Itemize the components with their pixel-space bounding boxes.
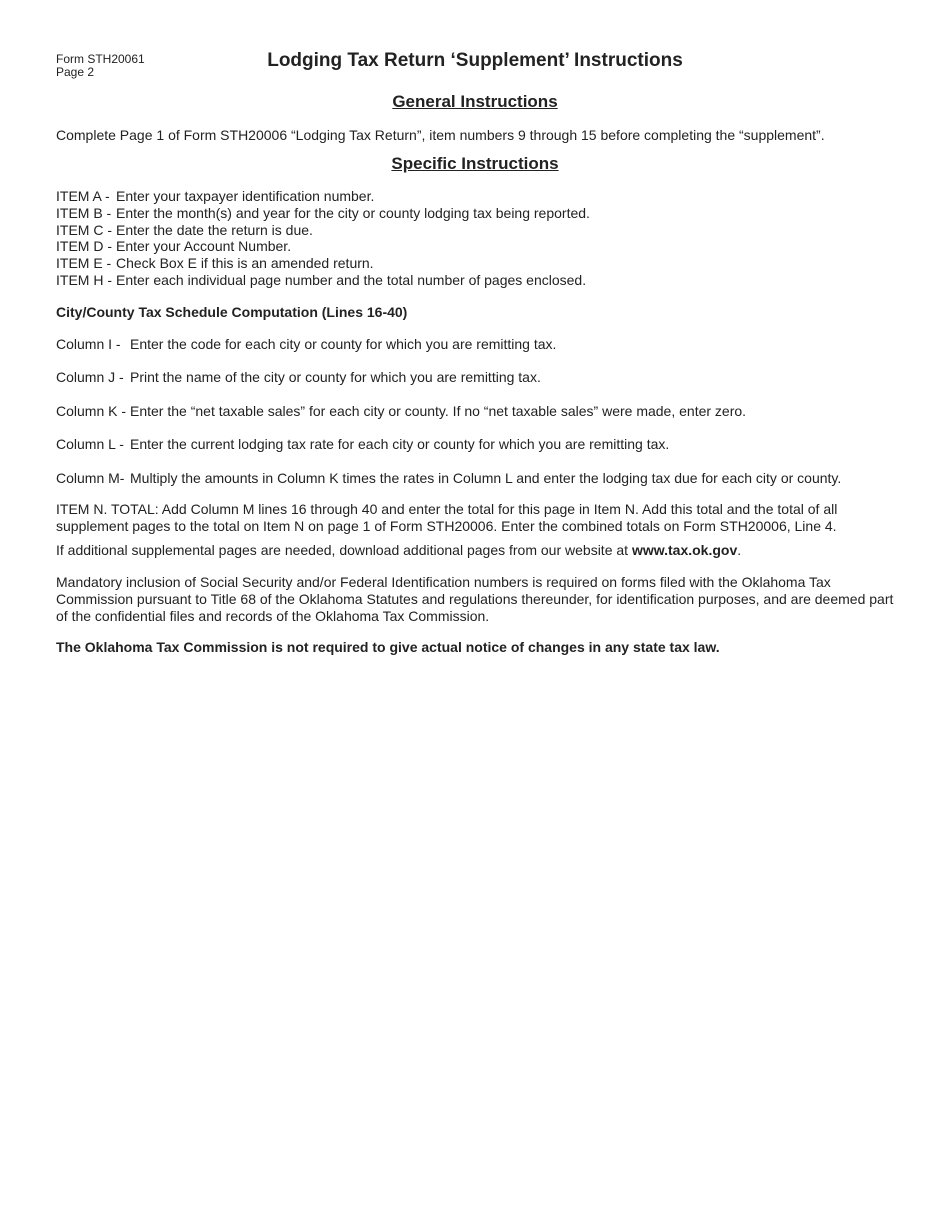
list-item xyxy=(56,255,590,272)
additional-pages-end: . xyxy=(737,542,742,558)
general-instructions-text: Complete Page 1 of Form STH20006 “Lodging Tax Return”, item numbers 9 through 15 before completing the “supplement”. xyxy=(56,127,825,143)
page-title: Lodging Tax Return ‘Supplement’ Instructions xyxy=(267,50,683,71)
item-text: Enter the date the return is due. xyxy=(116,221,313,238)
column-label: Column K - xyxy=(56,403,127,419)
item-text: Enter your taxpayer identification number. xyxy=(116,188,375,204)
item-label: ITEM C - xyxy=(56,221,112,238)
column-instruction xyxy=(56,470,841,487)
item-label: ITEM H - xyxy=(56,271,112,288)
item-text: Enter your Account Number. xyxy=(116,238,292,255)
column-instruction xyxy=(56,369,541,386)
column-text: Enter the current lodging tax rate for each city or county for which you are remitting tax. xyxy=(130,436,670,452)
item-text: Enter each individual page number and the total number of pages enclosed. xyxy=(116,271,587,288)
item-text: Enter the month(s) and year for the city or county lodging tax being reported. xyxy=(116,204,590,221)
item-text: Check Box E if this is an amended return. xyxy=(116,255,374,272)
item-list xyxy=(56,188,590,289)
column-label: Column I - xyxy=(56,336,121,352)
page-number: Page 2 xyxy=(56,65,95,79)
list-item xyxy=(56,222,590,239)
column-text: Multiply the amounts in Column K times the rates in Column L and enter the lodging tax due for each city or county. xyxy=(130,470,842,486)
list-item xyxy=(56,238,590,255)
column-instruction xyxy=(56,436,669,453)
additional-pages-text: If additional supplemental pages are needed, download additional pages from our website at xyxy=(56,542,632,558)
item-n-instructions: ITEM N. TOTAL: Add Column M lines 16 through 40 and enter the total for this page in Item N. Add this total and the total of all supplement pages to the total on Item N on page 1 of Form STH20006. Enter the combined totals on Form STH20006, Line 4. xyxy=(56,501,838,534)
column-text: Enter the code for each city or county for which you are remitting tax. xyxy=(130,336,557,352)
general-instructions-heading: General Instructions xyxy=(392,92,558,111)
tax-law-notice: The Oklahoma Tax Commission is not required to give actual notice of changes in any state tax law. xyxy=(56,639,720,655)
column-label: Column M- xyxy=(56,470,125,486)
form-number: Form STH20061 xyxy=(56,52,145,66)
column-instruction xyxy=(56,336,556,353)
column-label: Column J - xyxy=(56,369,124,385)
item-label: ITEM B - xyxy=(56,204,112,221)
column-text: Enter the “net taxable sales” for each city or county. If no “net taxable sales” were made, enter zero. xyxy=(130,403,747,419)
list-item xyxy=(56,272,590,289)
column-text: Print the name of the city or county for which you are remitting tax. xyxy=(130,369,541,385)
list-item xyxy=(56,188,590,205)
list-item xyxy=(56,205,590,222)
additional-pages-note xyxy=(56,542,896,559)
item-label: ITEM E - xyxy=(56,255,112,272)
website-link[interactable]: www.tax.ok.gov xyxy=(631,542,738,558)
item-label: ITEM D - xyxy=(56,238,112,255)
schedule-heading: City/County Tax Schedule Computation (Lines 16-40) xyxy=(56,304,408,320)
column-label: Column L - xyxy=(56,436,124,452)
column-instruction xyxy=(56,403,746,420)
specific-instructions-heading: Specific Instructions xyxy=(391,154,559,173)
item-label: ITEM A - xyxy=(56,188,110,204)
mandatory-inclusion-notice: Mandatory inclusion of Social Security and/or Federal Identification numbers is required on forms filed with the Oklahoma Tax Commission pursuant to Title 68 of the Oklahoma Statutes and regulations thereunder, for identification purposes, and are deemed part of the confidential files and records of the Oklahoma Tax Commission. xyxy=(56,574,894,624)
